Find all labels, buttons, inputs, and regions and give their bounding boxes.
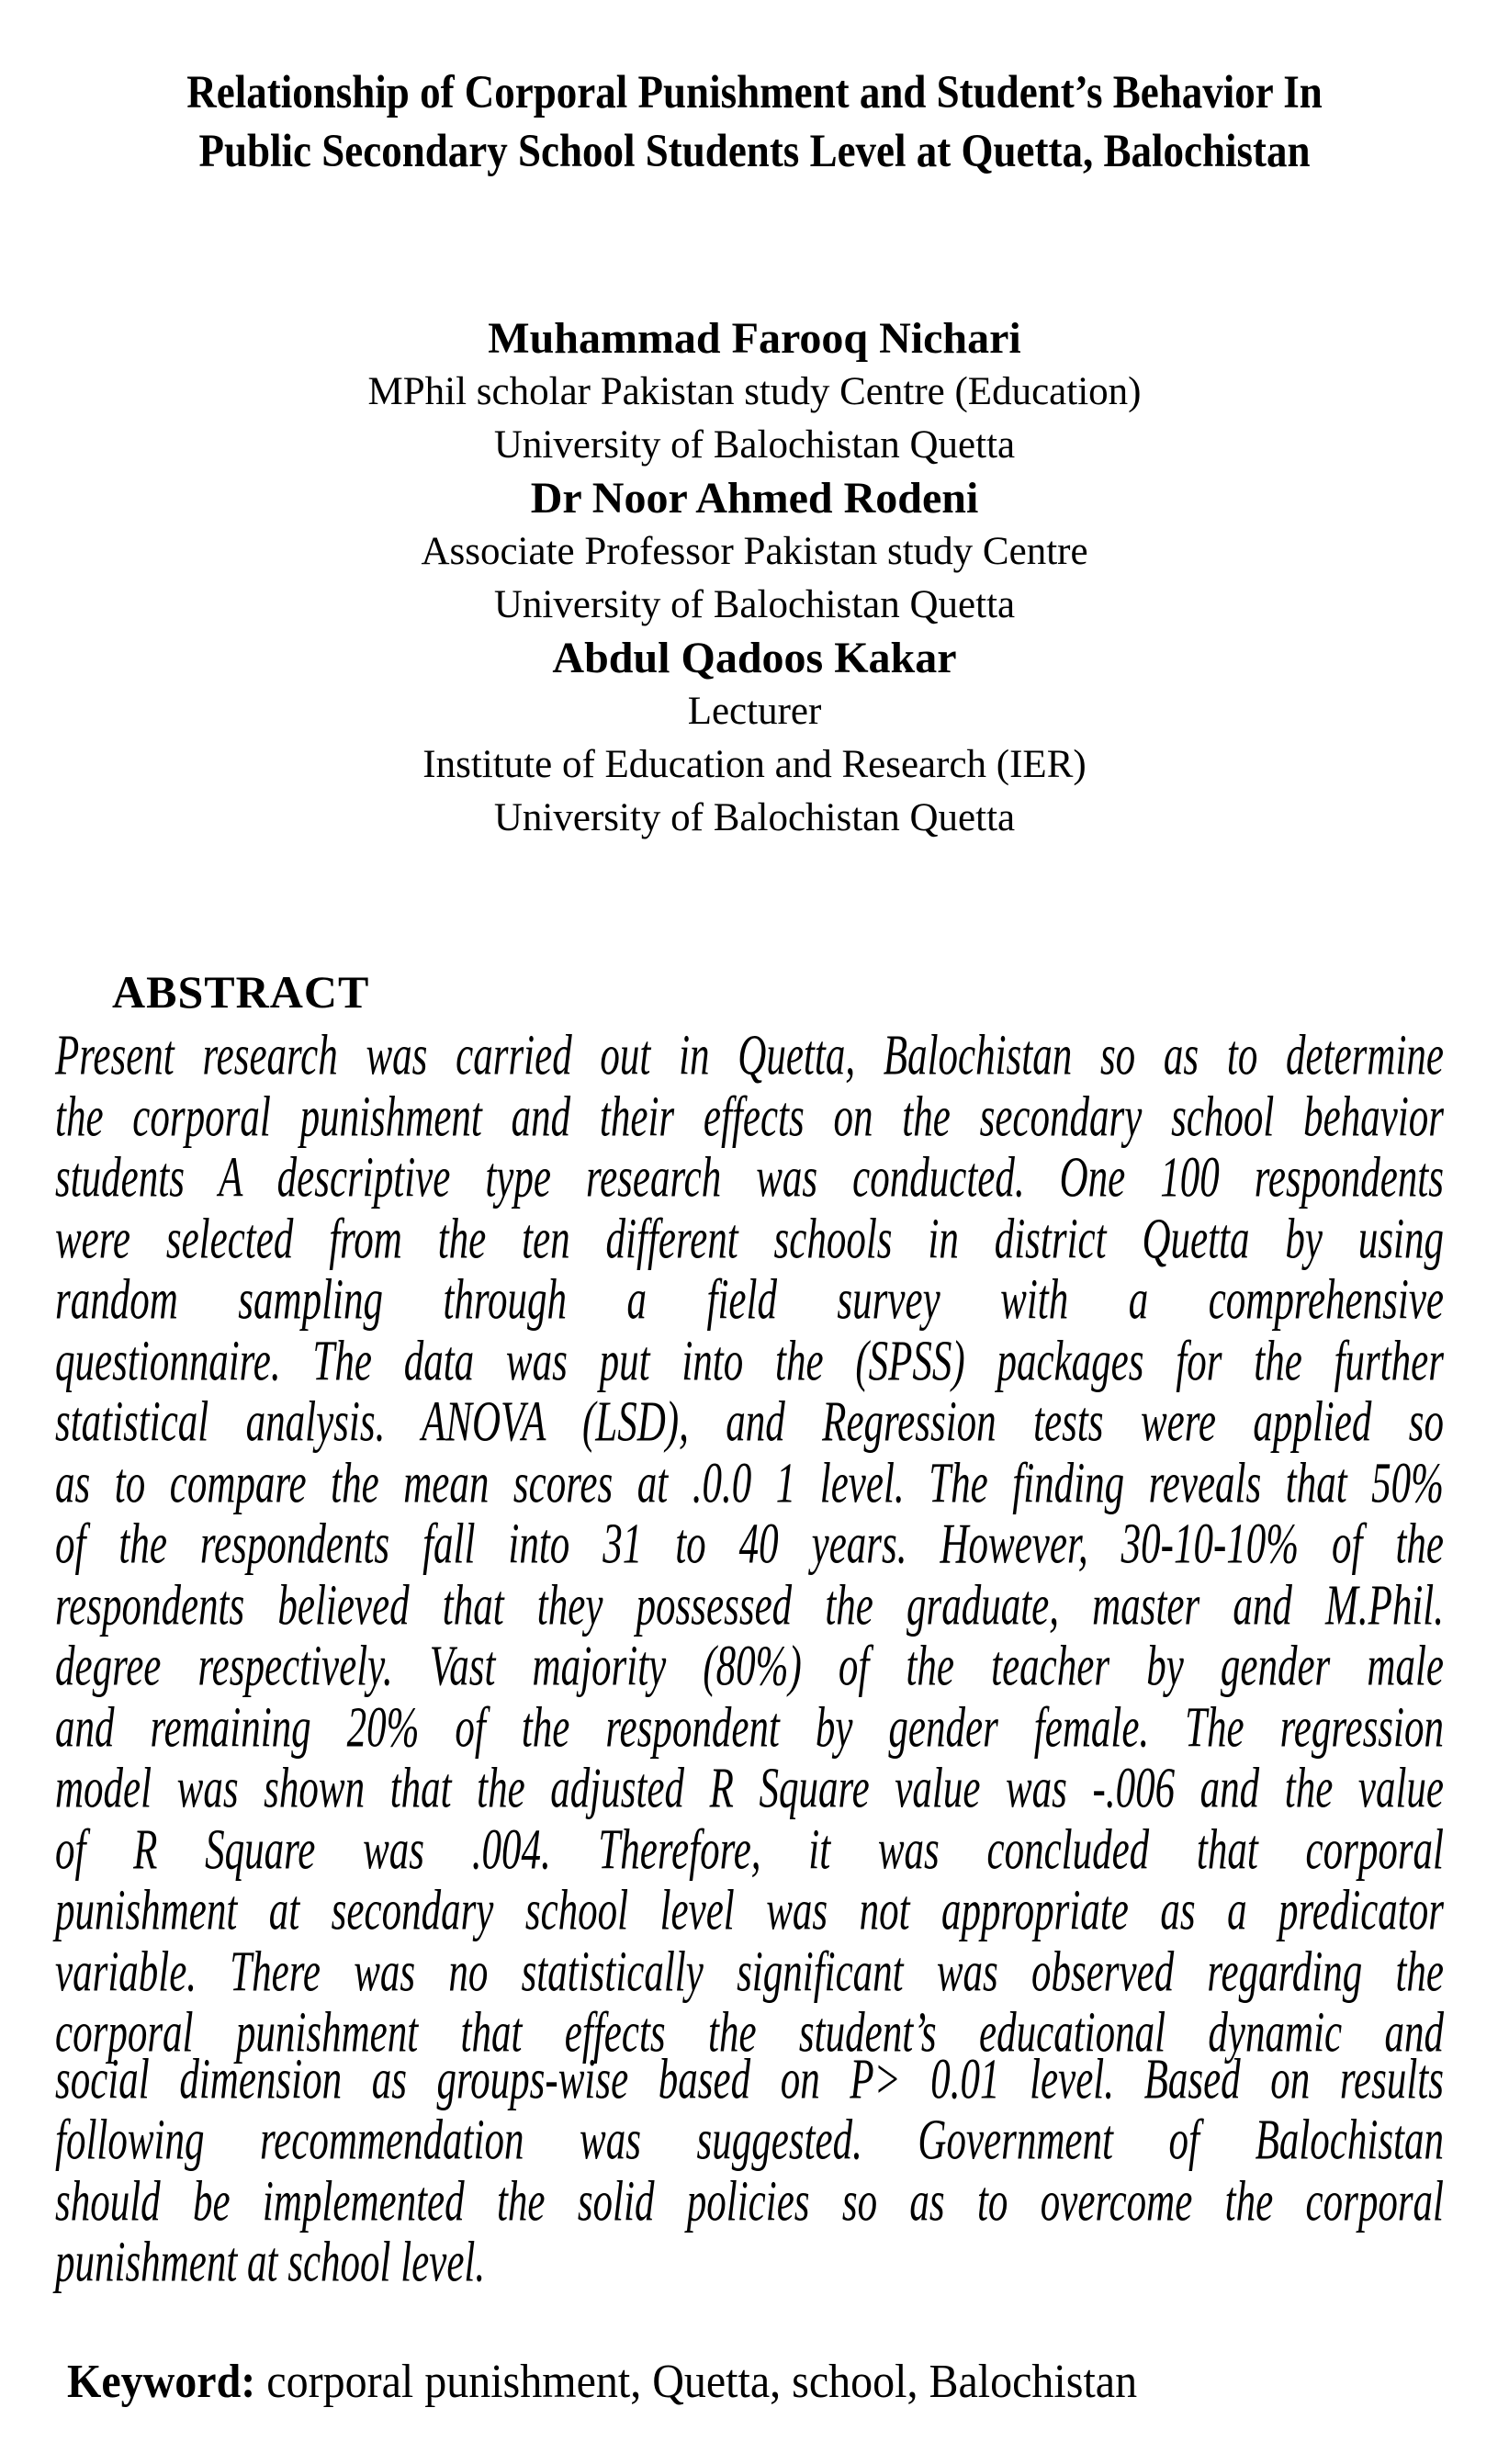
- keywords-text: corporal punishment, Quetta, school, Balochistan: [255, 2355, 1138, 2408]
- abstract-line: statistical analysis. ANOVA (LSD), and Regression tests were applied so: [55, 1390, 1444, 1454]
- paper-title-line-1: Relationship of Corporal Punishment and Student’s Behavior In: [186, 66, 1323, 118]
- abstract-line: punishment at school level.: [55, 2231, 486, 2294]
- abstract-line: random sampling through a field survey with a comprehensive: [55, 1268, 1444, 1332]
- abstract-heading: ABSTRACT: [112, 966, 370, 1018]
- abstract-line: social dimension as groups-wise based on P> 0.01 level. Based on results: [55, 2048, 1444, 2111]
- author-affiliation: University of Balochistan Quetta: [493, 796, 1016, 839]
- paper-title-line-2: Public Secondary School Students Level at Quetta, Balochistan: [198, 125, 1311, 177]
- keywords-line: [67, 2352, 1137, 2412]
- abstract-line: questionnaire. The data was put into the (SPSS) packages for the further: [55, 1330, 1444, 1393]
- author-name: Muhammad Farooq Nichari: [488, 314, 1021, 363]
- abstract-line: model was shown that the adjusted R Square value was -.006 and the value: [55, 1757, 1444, 1820]
- abstract-line: of R Square was .004. Therefore, it was concluded that corporal: [55, 1818, 1444, 1882]
- keywords-label: Keyword:: [67, 2355, 256, 2408]
- abstract-line: degree respectively. Vast majority (80%) of the teacher by gender male: [55, 1635, 1444, 1698]
- author-affiliation: University of Balochistan Quetta: [493, 423, 1016, 467]
- abstract-line: respondents believed that they possessed the graduate, master and M.Phil.: [55, 1574, 1444, 1637]
- paper-title: [0, 64, 1509, 182]
- author-affiliation: University of Balochistan Quetta: [493, 583, 1016, 626]
- author-block: [0, 312, 1509, 845]
- author-name: Abdul Qadoos Kakar: [552, 634, 957, 682]
- author-affiliation: Lecturer: [687, 690, 822, 733]
- abstract-line: punishment at secondary school level was not appropriate as a predicator: [55, 1879, 1444, 1942]
- abstract-line: corporal punishment that effects the student’s educational dynamic and: [55, 2001, 1444, 2065]
- abstract-line: as to compare the mean scores at .0.0 1 level. The finding reveals that 50%: [55, 1452, 1444, 1515]
- abstract-line: students A descriptive type research was conducted. One 100 respondents: [55, 1146, 1444, 1209]
- abstract-line: Present research was carried out in Quetta, Balochistan so as to determine: [55, 1024, 1444, 1087]
- author-affiliation: MPhil scholar Pakistan study Centre (Education): [367, 370, 1142, 413]
- abstract-line: following recommendation was suggested. Government of Balochistan: [55, 2109, 1444, 2172]
- abstract-body: [55, 1024, 1444, 2301]
- abstract-line: and remaining 20% of the respondent by gender female. The regression: [55, 1696, 1444, 1760]
- abstract-line: were selected from the ten different schools in district Quetta by using: [55, 1208, 1444, 1271]
- abstract-line: of the respondents fall into 31 to 40 years. However, 30-10-10% of the: [55, 1513, 1444, 1576]
- abstract-line: variable. There was no statistically significant was observed regarding the: [55, 1941, 1444, 2004]
- abstract-line: should be implemented the solid policies so as to overcome the corporal: [55, 2170, 1444, 2233]
- author-name: Dr Noor Ahmed Rodeni: [530, 474, 979, 523]
- abstract-line: the corporal punishment and their effects on the secondary school behavior: [55, 1086, 1444, 1149]
- author-affiliation: Institute of Education and Research (IER): [422, 743, 1087, 786]
- author-affiliation: Associate Professor Pakistan study Centre: [421, 530, 1088, 573]
